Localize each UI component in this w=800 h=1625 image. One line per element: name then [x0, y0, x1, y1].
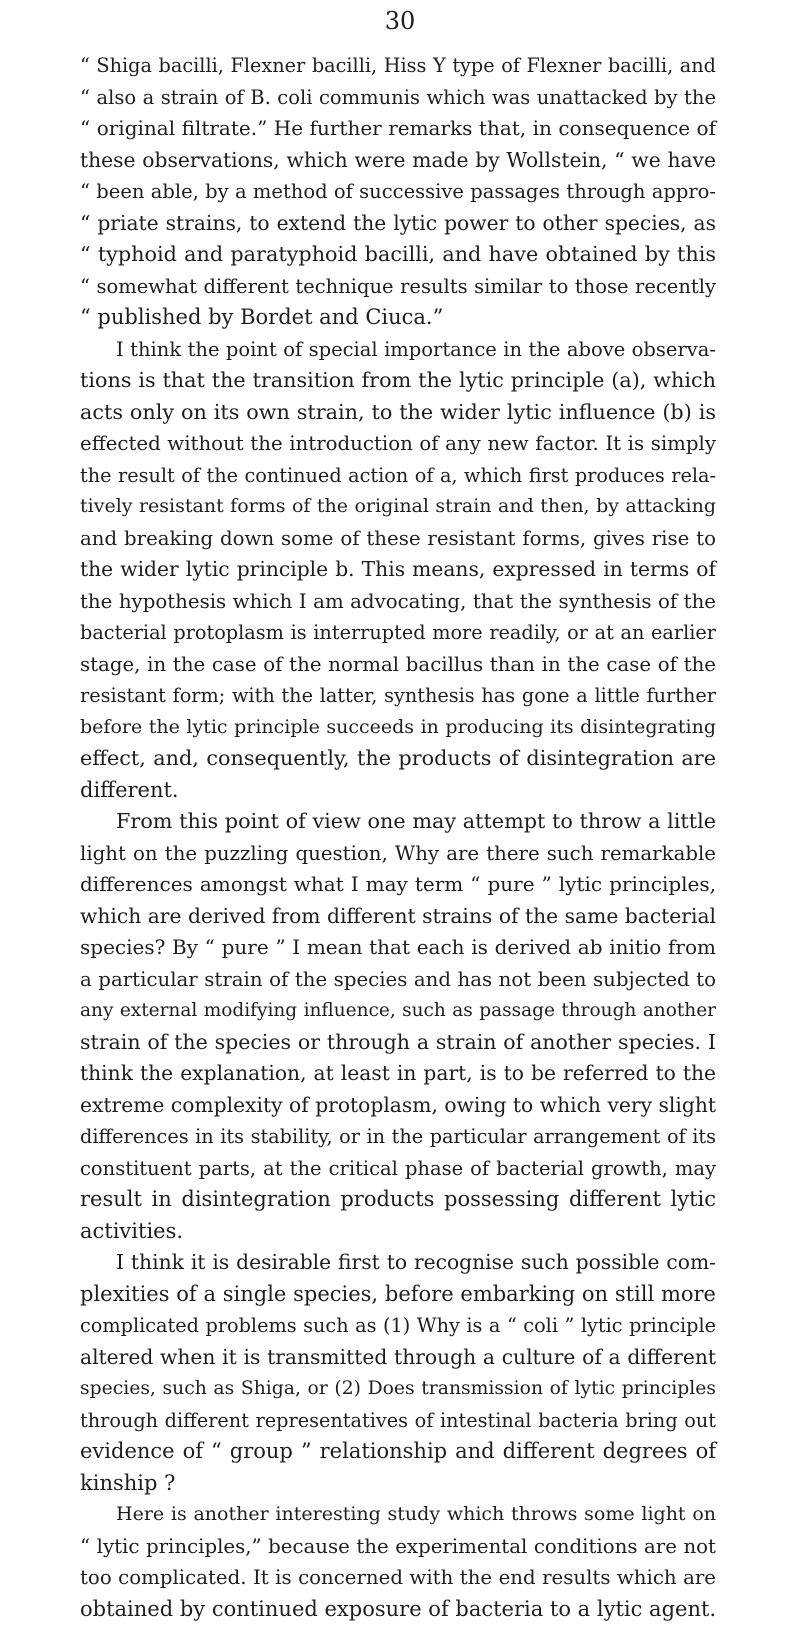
text-line: and breaking down some of these resistant forms, gives rise to: [80, 523, 716, 555]
page-number: 30: [0, 7, 800, 35]
text-line: complicated problems such as (1) Why is a “ coli ” lytic principle: [80, 1310, 716, 1342]
text-line: I think the point of special importance in the above observa-: [80, 334, 716, 366]
text-line: “ published by Bordet and Ciuca.”: [80, 302, 716, 334]
text-line: the hypothesis which I am advocating, that the synthesis of the: [80, 586, 716, 618]
text-line: light on the puzzling question, Why are there such remarkable: [80, 838, 716, 870]
text-line: acts only on its own strain, to the wider lytic influence (b) is: [80, 397, 716, 429]
text-line: species, such as Shiga, or (2) Does transmission of lytic principles: [80, 1373, 716, 1405]
text-line: activities.: [80, 1216, 716, 1248]
text-line: tively resistant forms of the original strain and then, by attacking: [80, 491, 716, 523]
text-line: extreme complexity of protoplasm, owing to which very slight: [80, 1090, 716, 1122]
text-line: “ been able, by a method of successive passages through appro-: [80, 176, 716, 208]
text-line: through different representatives of intestinal bacteria bring out: [80, 1405, 716, 1437]
text-line: “ original filtrate.” He further remarks that, in consequence of: [80, 113, 716, 145]
text-line: bacterial protoplasm is interrupted more readily, or at an earlier: [80, 617, 716, 649]
text-line: plexities of a single species, before embarking on still more: [80, 1279, 716, 1311]
text-line: result in disintegration products possessing different lytic: [80, 1184, 716, 1216]
text-line: “ Shiga bacilli, Flexner bacilli, Hiss Y type of Flexner bacilli, and: [80, 50, 716, 82]
text-line: altered when it is transmitted through a culture of a different: [80, 1342, 716, 1374]
text-line: any external modifying influence, such as passage through another: [80, 995, 716, 1027]
text-line: obtained by continued exposure of bacteria to a lytic agent.: [80, 1594, 716, 1625]
text-line: tions is that the transition from the lytic principle (a), which: [80, 365, 716, 397]
text-line: “ lytic principles,” because the experimental conditions are not: [80, 1531, 716, 1563]
text-line: effected without the introduction of any new factor. It is simply: [80, 428, 716, 460]
text-line: differences in its stability, or in the particular arrangement of its: [80, 1121, 716, 1153]
text-line: before the lytic principle succeeds in producing its disintegrating: [80, 712, 716, 744]
text-line: strain of the species or through a strain of another species. I: [80, 1027, 716, 1059]
text-line: Here is another interesting study which throws some light on: [80, 1499, 716, 1531]
text-line: “ priate strains, to extend the lytic power to other species, as: [80, 208, 716, 240]
text-line: “ typhoid and paratyphoid bacilli, and have obtained by this: [80, 239, 716, 271]
body-text: [80, 50, 716, 1625]
text-line: I think it is desirable first to recognise such possible com-: [80, 1247, 716, 1279]
text-line: a particular strain of the species and has not been subjected to: [80, 964, 716, 996]
text-line: species? By “ pure ” I mean that each is derived ab initio from: [80, 932, 716, 964]
text-line: effect, and, consequently, the products of disintegration are: [80, 743, 716, 775]
text-line: the result of the continued action of a, which first produces rela-: [80, 460, 716, 492]
text-line: From this point of view one may attempt to throw a little: [80, 806, 716, 838]
text-line: “ somewhat different technique results similar to those recently: [80, 271, 716, 303]
text-line: kinship ?: [80, 1468, 716, 1500]
text-line: different.: [80, 775, 716, 807]
text-line: differences amongst what I may term “ pure ” lytic principles,: [80, 869, 716, 901]
text-line: stage, in the case of the normal bacillus than in the case of the: [80, 649, 716, 681]
text-line: resistant form; with the latter, synthesis has gone a little further: [80, 680, 716, 712]
text-line: which are derived from different strains of the same bacterial: [80, 901, 716, 933]
text-line: “ also a strain of B. coli communis which was unattacked by the: [80, 82, 716, 114]
text-line: evidence of “ group ” relationship and different degrees of: [80, 1436, 716, 1468]
text-line: the wider lytic principle b. This means, expressed in terms of: [80, 554, 716, 586]
text-line: think the explanation, at least in part, is to be referred to the: [80, 1058, 716, 1090]
text-line: too complicated. It is concerned with the end results which are: [80, 1562, 716, 1594]
text-line: these observations, which were made by Wollstein, “ we have: [80, 145, 716, 177]
text-line: constituent parts, at the critical phase of bacterial growth, may: [80, 1153, 716, 1185]
